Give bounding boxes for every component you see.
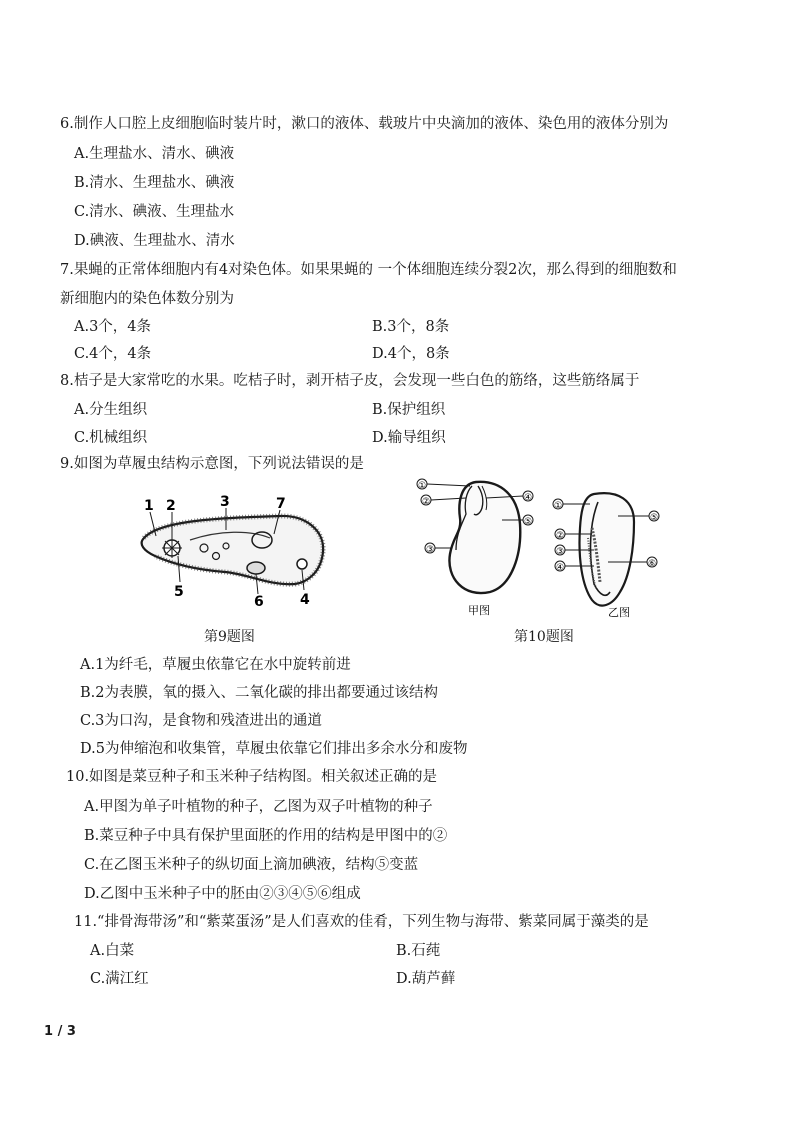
fig9-label-5: 5 [174, 584, 184, 600]
q8-option-b: B.保护组织 [372, 402, 446, 418]
q11-option-a: A.白菜 [90, 943, 135, 959]
yi-label-5: ⑤ [649, 513, 659, 523]
yi-label-3: ③ [555, 547, 565, 557]
q6-option-a: A.生理盐水、清水、碘液 [74, 146, 235, 162]
bean-seed-figure [416, 474, 556, 619]
fig9-label-3: 3 [220, 494, 230, 510]
q11-option-c: C.满江红 [90, 971, 149, 987]
paramecium-figure [130, 490, 340, 615]
corn-seed-figure [548, 488, 668, 620]
yi-label-4: ④ [555, 563, 565, 573]
jia-label-3: ③ [425, 545, 435, 555]
fig10-caption: 第10题图 [514, 629, 574, 645]
q7-option-b: B.3个，8条 [372, 319, 450, 335]
q8-option-d: D.输导组织 [372, 430, 446, 446]
q6-option-b: B.清水、生理盐水、碘液 [74, 175, 235, 191]
q8-option-a: A.分生组织 [74, 402, 148, 418]
q11-stem: 11.“排骨海带汤”和“紫菜蛋汤”是人们喜欢的佳肴，下列生物与海带、紫菜同属于藻类的是 [74, 914, 649, 930]
jia-label-1: ① [417, 481, 427, 491]
q7-stem-line1: 7.果蝇的正常体细胞内有4对染色体。如果果蝇的 一个体细胞连续分裂2次，那么得到的细胞数和 [60, 262, 677, 278]
q9-option-d: D.5为伸缩泡和收集管，草履虫依靠它们排出多余水分和废物 [80, 741, 468, 757]
q10-option-a: A.甲图为单子叶植物的种子，乙图为双子叶植物的种子 [84, 799, 433, 815]
fig9-label-6: 6 [254, 594, 264, 610]
yi-label-1: ① [553, 501, 563, 511]
q6-stem: 6.制作人口腔上皮细胞临时装片时，漱口的液体、载玻片中央滴加的液体、染色用的液体分别为 [60, 116, 669, 132]
yi-figure-name: 乙图 [608, 606, 630, 619]
jia-label-2: ② [421, 497, 431, 507]
q7-option-a: A.3个，4条 [74, 319, 152, 335]
q9-option-c: C.3为口沟，是食物和残渣进出的通道 [80, 713, 322, 729]
jia-figure-name: 甲图 [468, 604, 490, 617]
fig9-label-7: 7 [276, 496, 286, 512]
q9-option-b: B.2为表膜，氧的摄入、二氧化碳的排出都要通过该结构 [80, 685, 438, 701]
q10-option-d: D.乙图中玉米种子中的胚由②③④⑤⑥组成 [84, 886, 361, 902]
yi-label-2: ② [555, 531, 565, 541]
fig9-label-4: 4 [300, 592, 310, 608]
q6-option-c: C.清水、碘液、生理盐水 [74, 204, 235, 220]
q10-option-b: B.菜豆种子中具有保护里面胚的作用的结构是甲图中的② [84, 828, 448, 844]
fig9-label-2: 2 [166, 498, 176, 514]
jia-label-4: ④ [523, 493, 533, 503]
q6-option-d: D.碘液、生理盐水、清水 [74, 233, 235, 249]
q8-stem: 8.桔子是大家常吃的水果。吃桔子时，剥开桔子皮，会发现一些白色的筋络，这些筋络属于 [60, 373, 640, 389]
page-number: 1 / 3 [44, 1024, 76, 1039]
q7-option-d: D.4个，8条 [372, 346, 450, 362]
q7-option-c: C.4个，4条 [74, 346, 152, 362]
q7-stem-line2: 新细胞内的染色体数分别为 [60, 291, 234, 307]
jia-label-5: ⑤ [523, 517, 533, 527]
q11-option-d: D.葫芦藓 [396, 971, 456, 987]
yi-label-6: ⑥ [647, 559, 657, 569]
q11-option-b: B.石莼 [396, 943, 441, 959]
q10-stem: 10.如图是菜豆种子和玉米种子结构图。相关叙述正确的是 [66, 769, 438, 785]
fig9-label-1: 1 [144, 498, 154, 514]
q9-option-a: A.1为纤毛，草履虫依靠它在水中旋转前进 [80, 657, 351, 673]
fig9-caption: 第9题图 [204, 629, 255, 645]
q9-stem: 9.如图为草履虫结构示意图，下列说法错误的是 [60, 456, 364, 472]
q8-option-c: C.机械组织 [74, 430, 148, 446]
q10-option-c: C.在乙图玉米种子的纵切面上滴加碘液，结构⑤变蓝 [84, 857, 419, 873]
